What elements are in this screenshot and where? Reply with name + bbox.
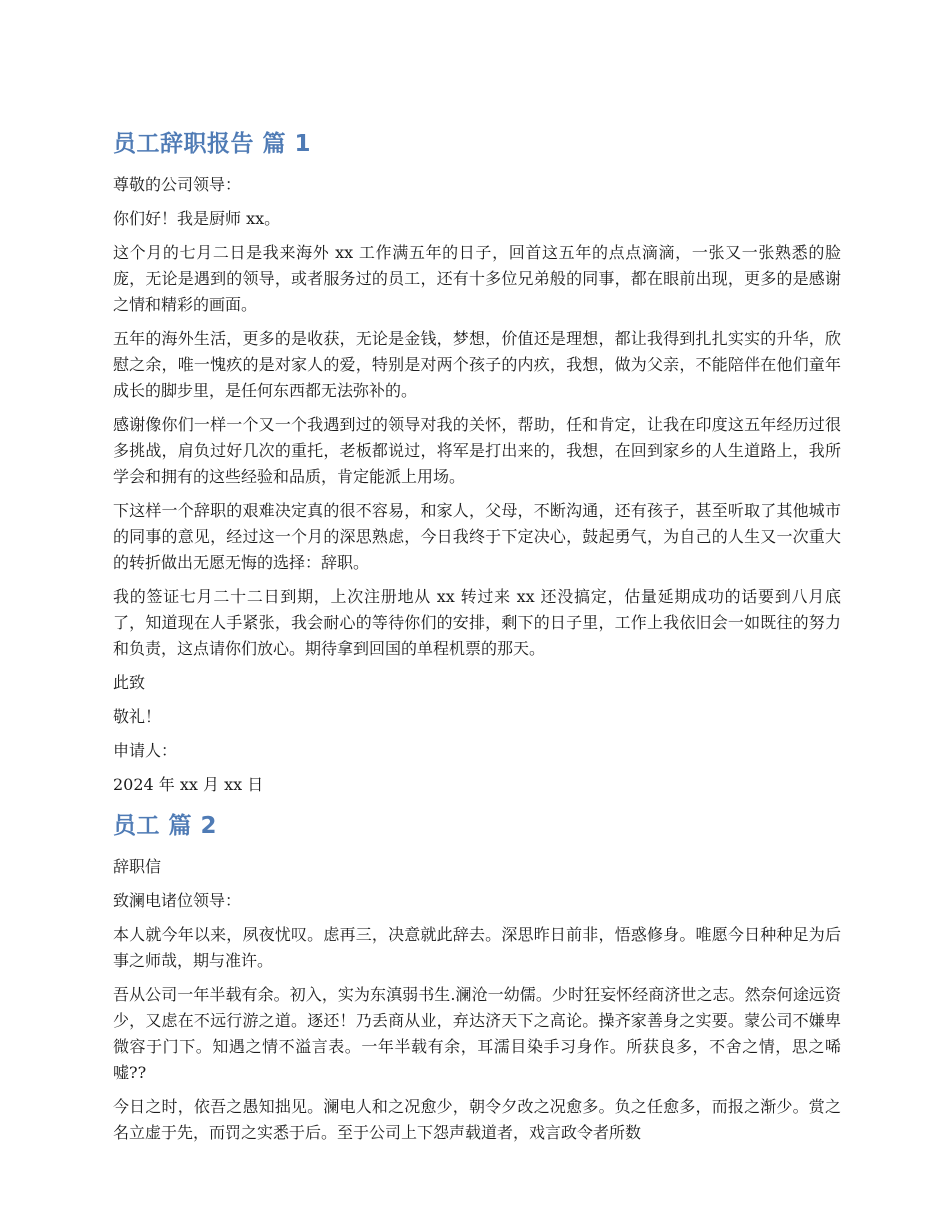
document-page [113, 126, 841, 1154]
greeting: 你们好！我是厨师 xx。 [113, 209, 281, 228]
closing-regards: 敬礼！ [113, 707, 162, 726]
body-paragraph: 感谢像你们一样一个又一个我遇到过的领导对我的关怀，帮助，任和肯定，让我在印度这五年经历过很多挑战，肩负过好几次的重托，老板都说过，将军是打出来的，我想，在回到家乡的人生道路上，我所学会和拥有的这些经验和品质，肯定能派上用场。 [113, 415, 841, 486]
applicant-label: 申请人： [113, 741, 178, 760]
date-line: 2024 年 xx 月 xx 日 [113, 775, 264, 794]
body-paragraph: 本人就今年以来，夙夜忧叹。虑再三，决意就此辞去。深思昨日前非，悟惑修身。唯愿今日种种足为后事之师哉，期与准许。 [113, 925, 841, 970]
salutation: 致澜电诸位领导： [113, 891, 242, 910]
body-paragraph: 下这样一个辞职的艰难决定真的很不容易，和家人，父母，不断沟通，还有孩子，甚至听取了其他城市的同事的意见，经过这一个月的深思熟虑，今日我终于下定决心，鼓起勇气，为自己的人生又一次重大的转折做出无愿无悔的选择：辞职。 [113, 501, 841, 572]
body-paragraph: 这个月的七月二日是我来海外 xx 工作满五年的日子，回首这五年的点点滴滴，一张又一张熟悉的脸庞，无论是遇到的领导，或者服务过的员工，还有十多位兄弟般的同事，都在眼前出现，更多的是感谢之情和精彩的画面。 [113, 243, 841, 314]
section-heading-2: 员工 篇 2 [113, 813, 218, 839]
letter-title: 辞职信 [113, 857, 162, 876]
closing-line: 此致 [113, 673, 146, 692]
salutation: 尊敬的公司领导： [113, 175, 242, 194]
body-paragraph: 五年的海外生活，更多的是收获，无论是金钱，梦想，价值还是理想，都让我得到扎扎实实的升华，欣慰之余，唯一愧疚的是对家人的爱，特别是对两个孩子的内疚，我想，做为父亲，不能陪伴在他们童年成长的脚步里，是任何东西都无法弥补的。 [113, 329, 841, 400]
section-heading-1: 员工辞职报告 篇 1 [113, 131, 312, 157]
body-paragraph: 吾从公司一年半载有余。初入，实为东滇弱书生.澜沧一幼儒。少时狂妄怀经商济世之志。然奈何途远资少，又虑在不远行游之道。逐还！乃丢商从业，弃达济天下之高论。操齐家善身之实要。蒙公司不嫌卑微容于门下。知遇之情不溢言表。一年半载有余，耳濡目染手习身作。所获良多，不舍之情，思之唏嘘?? [113, 985, 841, 1082]
body-paragraph: 今日之时，依吾之愚知拙见。澜电人和之况愈少，朝令夕改之况愈多。负之任愈多，而报之渐少。赏之名立虚于先，而罚之实悉于后。至于公司上下怨声载道者，戏言政令者所数 [113, 1097, 841, 1142]
body-paragraph: 我的签证七月二十二日到期，上次注册地从 xx 转过来 xx 还没搞定，估量延期成功的话要到八月底了，知道现在人手紧张，我会耐心的等待你们的安排，剩下的日子里，工作上我依旧会一如既往的努力和负责，这点请你们放心。期待拿到回国的单程机票的那天。 [113, 587, 841, 658]
